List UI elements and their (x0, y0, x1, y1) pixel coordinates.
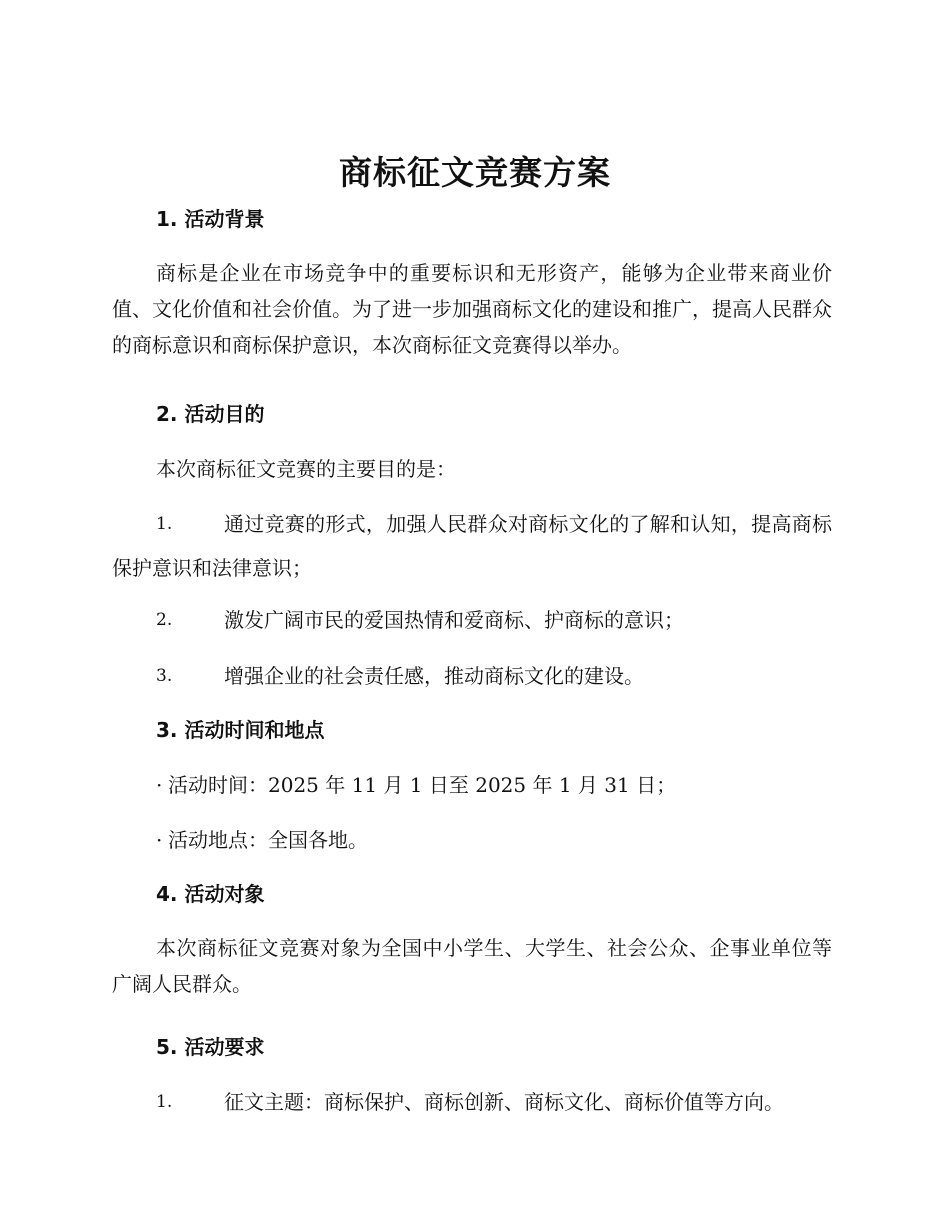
list-item-text: 通过竞赛的形式，加强人民群众对商标文化的了解和认知，提高商标保护意识和法律意识； (112, 512, 832, 580)
section-heading-audience: 4. 活动对象 (156, 882, 265, 906)
purpose-intro: 本次商标征文竞赛的主要目的是： (156, 457, 456, 481)
list-item-number: 1. (156, 1092, 173, 1112)
bullet-symbol: · (156, 828, 163, 852)
paragraph-background: 商标是企业在市场竞争中的重要标识和无形资产，能够为企业带来商业价值、文化价值和社会价值。为了进一步加强商标文化的建设和推广，提高人民群众的商标意识和商标保护意识，本次商标征文竞赛得以举办。 (112, 261, 832, 357)
bullet-symbol: · (156, 773, 163, 797)
list-item-text: 增强企业的社会责任感，推动商标文化的建设。 (224, 664, 644, 688)
list-item (112, 1080, 832, 1124)
section-heading-requirements: 5. 活动要求 (156, 1035, 265, 1059)
bullet-item-place (156, 826, 368, 854)
bullet-text: 活动地点：全国各地。 (168, 828, 368, 852)
list-item (112, 502, 832, 590)
section-heading-purpose: 2. 活动目的 (156, 402, 265, 426)
bullet-text: 活动时间：2025 年 11 月 1 日至 2025 年 1 月 31 日； (168, 773, 677, 797)
list-item (112, 654, 832, 698)
list-item-number: 3. (156, 666, 173, 686)
bullet-item-time (156, 771, 676, 799)
list-item-text: 激发广阔市民的爱国热情和爱商标、护商标的意识； (224, 608, 684, 632)
section-heading-background: 1. 活动背景 (156, 207, 265, 231)
list-item-number: 2. (156, 610, 173, 630)
list-item-number: 1. (156, 514, 173, 534)
paragraph-audience: 本次商标征文竞赛对象为全国中小学生、大学生、社会公众、企事业单位等广阔人民群众。 (112, 936, 832, 996)
section-heading-time-place: 3. 活动时间和地点 (156, 718, 325, 742)
document-title: 商标征文竞赛方案 (339, 153, 611, 192)
list-item (112, 598, 832, 642)
list-item-text: 征文主题：商标保护、商标创新、商标文化、商标价值等方向。 (224, 1090, 784, 1114)
